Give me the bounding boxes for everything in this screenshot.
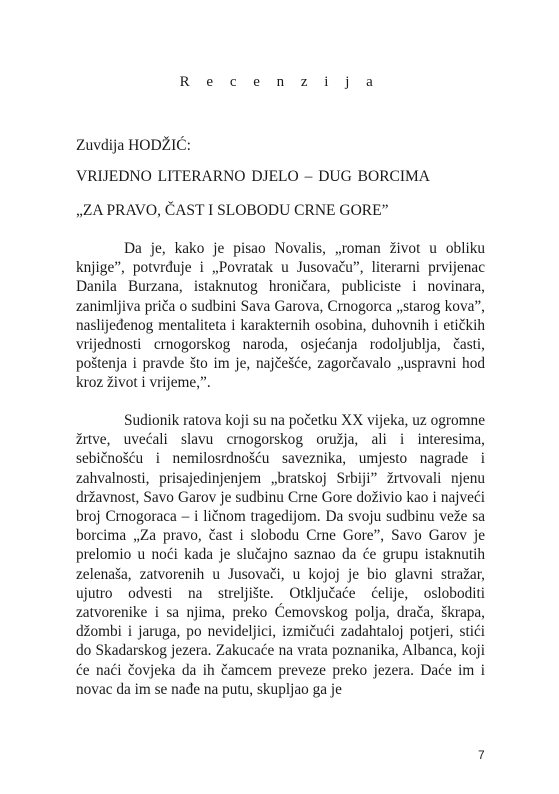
- section-heading: R e c e n z i j a: [179, 74, 380, 90]
- paragraph: Da je, kako je pisao Novalis, „roman život u obliku knjige”, potvrđuje i „Povratak u Jusovaču”, literarni prvijenac Danila Burzana, istaknutog hroničara, publiciste i novinara, zanimljiva priča o sudbini Sava Garova, Crnogorca „starog kova”, naslijeđenog mentaliteta i karakternih osobina, duhovnih i etičkih vrijednosti crnogorskog naroda, osjećanja rodoljublja, časti, poštenja i pravde što im je, najčešće, zagorčavalo „uspravni hod kroz život i vrijeme,”.: [76, 240, 485, 392]
- author-first-name: Zuvdija: [76, 137, 129, 154]
- article-subtitle: „ZA PRAVO, ČAST I SLOBODU CRNE GORE”: [76, 202, 389, 219]
- paragraph: Sudionik ratova koji su na početku XX vijeka, uz ogromne žrtve, uvećali slavu crnogorskog oružja, ali i interesima, sebičnošću i nemilosrdnošću saveznika, umjesto nagrade i zahvalnosti, prisajedinjenjem „bratskoj Srbiji” žrtvovali njenu državnost, Savo Garov je sudbinu Crne Gore doživio kao i najveći broj Crnogoraca – i ličnom tragedijom. Da svoju sudbinu veže sa borcima „Za pravo, čast i slobodu Crne Gore”, Savo Garov je prelomio u noći kada je slučajno saznao da će grupu istaknutih zelenaša, zatvorenih u Jusovači, u kojoj je bio glavni stražar, ujutro odvesti na strelјište. Otklјučaće ćelije, osloboditi zatvorenike i sa njima, preko Ćemovskog polja, drača, škrapa, džombi i jaruga, po nevidelјici, izmičući zadahtaloj potjeri, stići do Skadarskog jezera. Zakucaće na vrata poznanika, Albanca, koji će naći čovjeka da ih čamcem preveze preko jezera. Daće im i novac da im se nađe na putu, skuplјao ga je: [76, 412, 485, 698]
- author-surname: HODŽIĆ:: [128, 137, 191, 154]
- article-title: VRIJEDNO LITERARNO DJELO – DUG BORCIMA: [76, 168, 431, 185]
- page-number: 7: [478, 748, 485, 762]
- author-name: [76, 137, 191, 155]
